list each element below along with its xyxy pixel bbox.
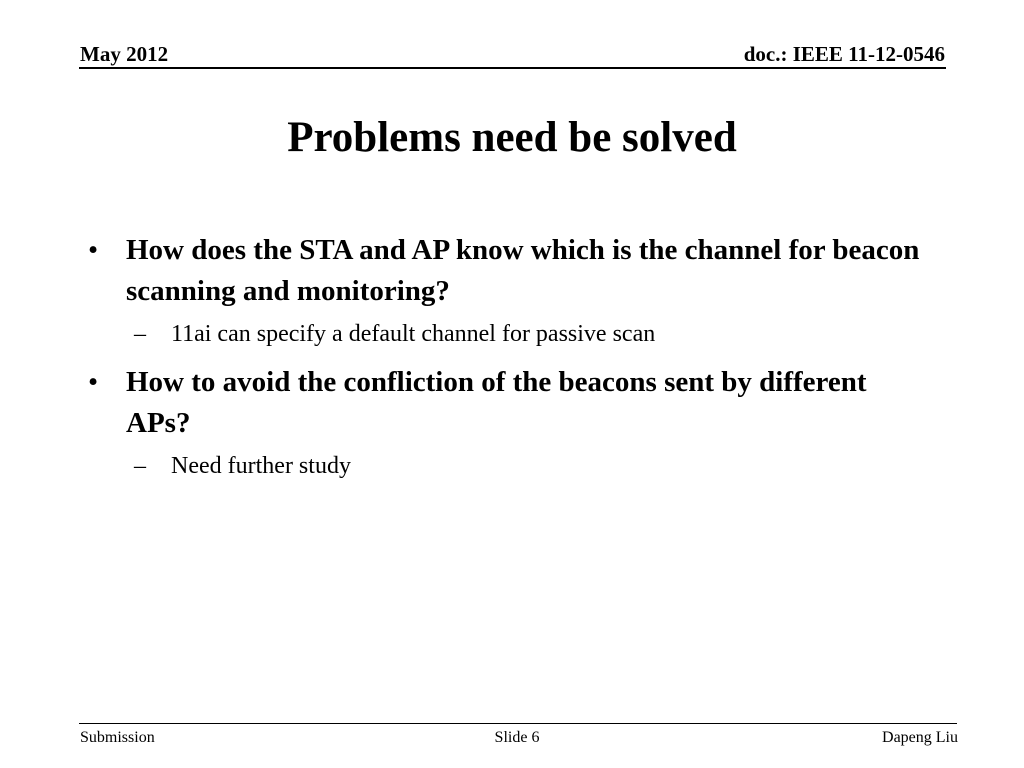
bullet-item <box>88 230 926 312</box>
sub-bullet-text: 11ai can specify a default channel for passive scan <box>171 321 656 347</box>
sub-bullet-text: Need further study <box>171 453 351 479</box>
header-date: May 2012 <box>80 42 169 66</box>
header-doc-id: doc.: IEEE 11-12-0546 <box>743 42 945 66</box>
footer-slide-number: Slide 6 <box>494 729 540 746</box>
footer-submission: Submission <box>80 729 155 746</box>
bullet-item <box>88 362 926 444</box>
slide-title: Problems need be solved <box>287 114 737 161</box>
footer-divider <box>79 723 957 724</box>
sub-bullet-marker: – <box>134 453 146 479</box>
sub-bullet-marker: – <box>134 321 146 347</box>
footer-author: Dapeng Liu <box>882 729 958 746</box>
bullet-text: How to avoid the confliction of the beacons sent by different APs? <box>126 366 867 439</box>
bullet-marker: • <box>88 234 99 266</box>
bullet-marker: • <box>88 366 99 398</box>
sub-bullet-item <box>134 319 931 349</box>
sub-bullet-item <box>134 451 931 481</box>
bullet-text: How does the STA and AP know which is the channel for beacon scanning and monitoring? <box>126 234 920 307</box>
